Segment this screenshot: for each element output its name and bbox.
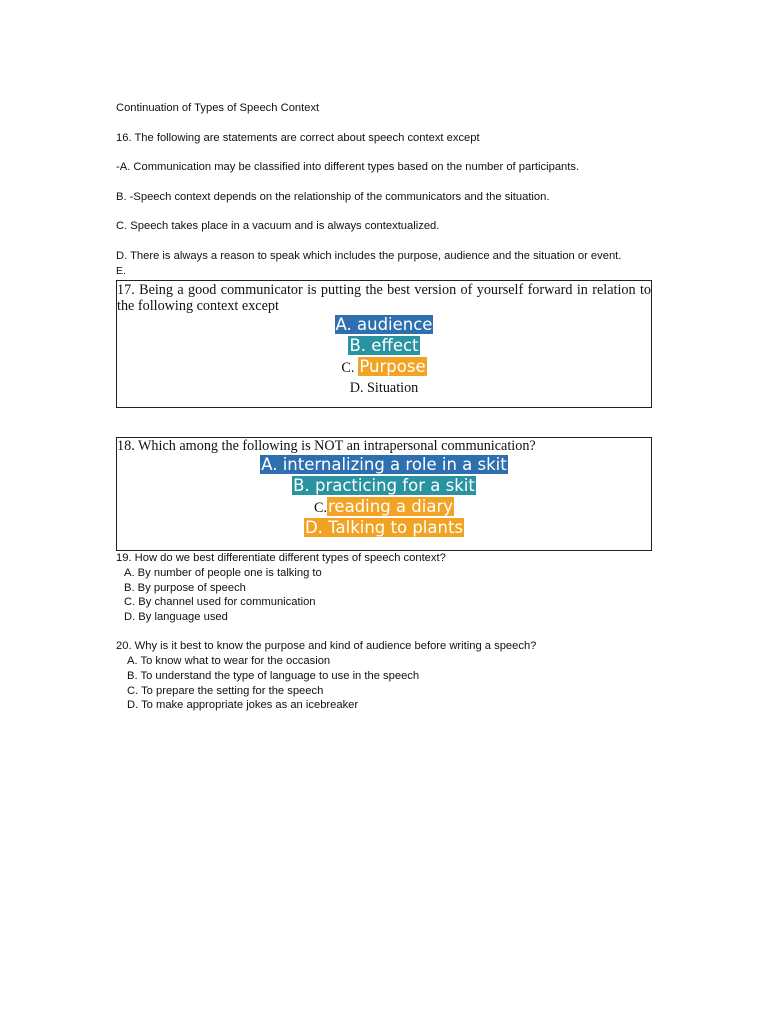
q17-option-c-letter: C. xyxy=(341,360,355,376)
q16-option-b: B. -Speech context depends on the relationship of the communicators and the situation. xyxy=(116,191,550,203)
q19-option-a: A. By number of people one is talking to xyxy=(124,567,322,579)
q18-options xyxy=(117,455,651,539)
q18-option-a: A. internalizing a role in a skit xyxy=(261,455,507,474)
question-17: 17. Being a good communicator is putting the best version of yourself forward in relation to the following context except xyxy=(117,282,651,314)
q18-option-b: B. practicing for a skit xyxy=(293,476,475,495)
q19-option-d: D. By language used xyxy=(124,611,228,623)
q16-option-d: D. There is always a reason to speak which includes the purpose, audience and the situation or event. xyxy=(116,250,622,262)
q17-option-d: D. Situation xyxy=(349,380,419,396)
question-17-box xyxy=(116,280,652,408)
question-20: 20. Why is it best to know the purpose and kind of audience before writing a speech? xyxy=(116,640,537,652)
q16-option-c: C. Speech takes place in a vacuum and is always contextualized. xyxy=(116,220,440,232)
q18-option-c: reading a diary xyxy=(328,497,453,516)
q17-option-b: B. effect xyxy=(349,336,419,355)
question-18-box xyxy=(116,437,652,551)
q18-option-c-letter: C. xyxy=(313,500,327,516)
question-18: 18. Which among the following is NOT an intrapersonal communication? xyxy=(117,438,536,454)
page-title: Continuation of Types of Speech Context xyxy=(116,102,320,114)
q19-option-c: C. By channel used for communication xyxy=(124,596,316,608)
q19-option-b: B. By purpose of speech xyxy=(124,582,246,594)
question-16: 16. The following are statements are correct about speech context except xyxy=(116,132,480,144)
q16-option-e: E. xyxy=(116,265,126,277)
q20-option-a: A. To know what to wear for the occasion xyxy=(127,655,331,667)
q16-option-a: -A. Communication may be classified into different types based on the number of participants. xyxy=(116,161,580,173)
q20-option-c: C. To prepare the setting for the speech xyxy=(127,685,324,697)
q20-option-b: B. To understand the type of language to use in the speech xyxy=(127,670,420,682)
q17-option-c: Purpose xyxy=(359,357,426,376)
question-19: 19. How do we best differentiate different types of speech context? xyxy=(116,552,446,564)
q18-option-d: D. Talking to plants xyxy=(304,518,464,537)
q20-option-d: D. To make appropriate jokes as an icebreaker xyxy=(127,699,359,711)
q17-options xyxy=(117,315,651,398)
q17-option-a: A. audience xyxy=(335,315,433,334)
